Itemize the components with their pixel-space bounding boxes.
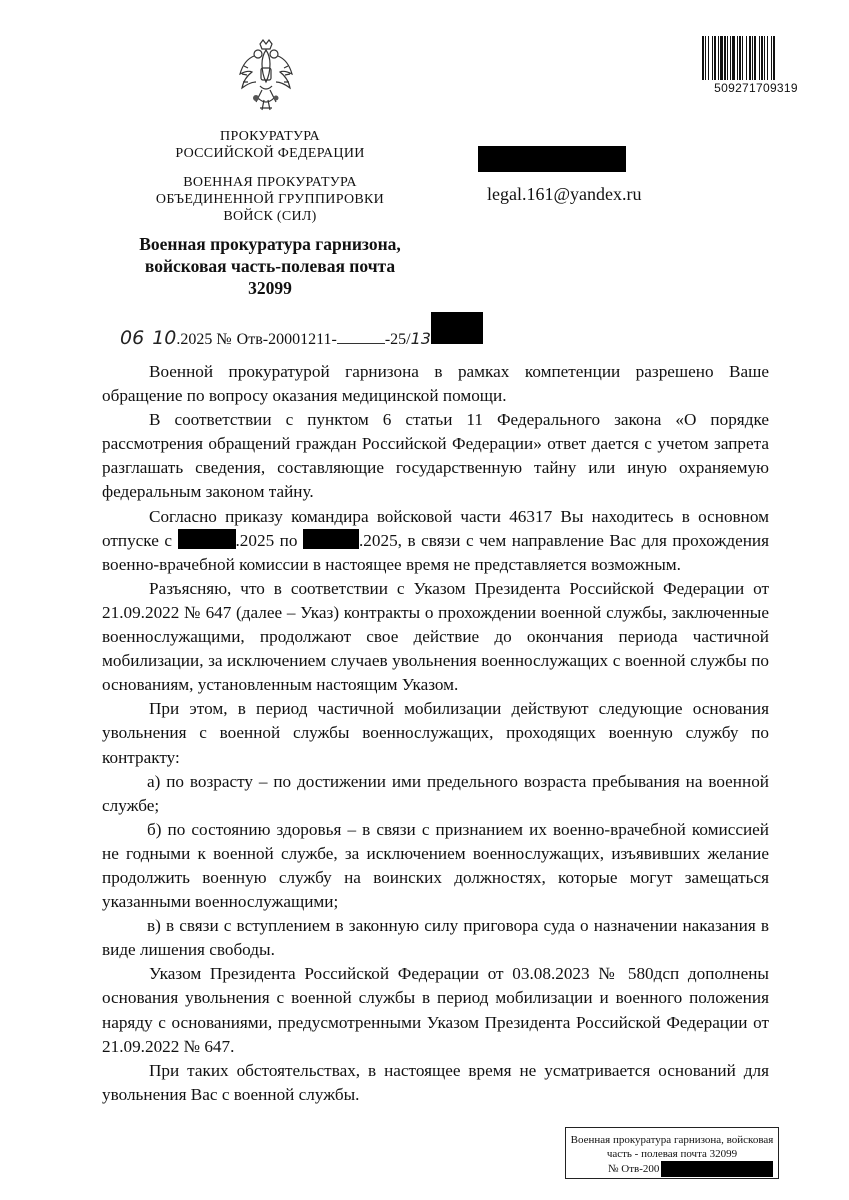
dept-line-2: ОБЪЕДИНЕННОЙ ГРУППИРОВКИ [155,192,385,207]
barcode-bar [754,36,756,80]
barcode-bar [749,36,751,80]
barcode-bar [759,36,760,80]
dept-line-3: ВОЙСК (СИЛ) [223,209,317,224]
list-item-a: а) по возрасту – по достижении ими предельного возраста пребывания на военной службе; [102,771,769,815]
unit-line-1: Военная прокуратура гарнизона, [139,234,401,254]
paragraph-7: При таких обстоятельствах, в настоящее время не усматривается оснований для увольнения Вас с военной службы. [102,1060,769,1104]
redacted-date-end [303,529,359,549]
letter-body [102,360,769,1107]
barcode-bar [720,36,723,80]
recipient-email: legal.161@yandex.ru [487,184,642,204]
p3-part-a: Согласно приказу командира войсковой части 46317 Вы находитесь в основном отпуске с [102,506,769,550]
barcode-bar [718,36,719,80]
barcode-bar [746,36,747,80]
list-item-c: в) в связи с вступлением в законную силу приговора суда о назначении наказания в виде лишения свободы. [102,916,769,960]
coat-of-arms-icon [236,38,296,114]
unit-line-3: 32099 [248,278,292,298]
stamp-line-1: Военная прокуратура гарнизона, войсковая [570,1134,774,1146]
paragraph-4: Разъясняю, что в соответствии с Указом Президента Российской Федерации от 21.09.2022 № 647 (далее – Указ) контракты о прохождении военной службы, заключенные военнослужащими, продолжают свое действие до окончания периода частичной мобилизации, за исключением случаев увольнения военнослужащих с военной службы по основаниям, установленным настоящим Указом. [102,578,769,695]
paragraph-6: Указом Президента Российской Федерации от 03.08.2023 № 580дсп дополнены основания увольнения с военной службы в период мобилизации и военного положения наряду с основаниями, предусмотренными Указом Президента Российской Федерации от 21.09.2022 № 647. [102,964,769,1056]
handwritten-blank [337,331,385,344]
barcode-bar [712,36,713,80]
barcode-bar [732,36,735,80]
barcode-bar [761,36,763,80]
redacted-date-start [178,529,236,549]
barcode-bar [730,36,731,80]
barcode-bar [739,36,741,80]
redacted-stamp-number [661,1161,773,1177]
redacted-recipient-name [478,146,626,172]
barcode-bar [752,36,753,80]
barcode-number: 509271709319 [714,81,798,95]
handwritten-day: 06 [120,327,145,349]
barcode-bar [767,36,768,80]
outgoing-prefix: Отв-20001211- [236,331,337,348]
unit-name [110,233,430,299]
barcode-bar [724,36,726,80]
barcode-bar [742,36,743,80]
list-item-b: б) по состоянию здоровья – в связи с признанием их военно-врачебной комиссией не годными к военной службе, за исключением военнослужащих, изъявивших желание продолжить военную службу на воинских должностях, которые могут замещаться указанными военнослужащими; [102,819,769,912]
barcode [700,36,812,96]
barcode-bar [702,36,704,80]
paragraph-5: При этом, в период частичной мобилизации действуют следующие основания увольнения с военной службы военнослужащих, проходящих военную службу по контракту: [102,699,769,767]
barcode-bar [764,36,765,80]
barcode-bar [727,36,728,80]
paragraph-1: Военной прокуратурой гарнизона в рамках компетенции разрешено Ваше обращение по вопросу оказания медицинской помощи. [102,362,769,406]
stamp-line-2: часть - полевая почта 32099 [606,1148,738,1160]
stamp-line-3: № Отв-200 [608,1163,660,1175]
barcode-bar [708,36,709,80]
outgoing-suffix: -25/ [384,331,411,348]
barcode-bar [773,36,775,80]
department-name [140,174,400,225]
handwritten-month: 10 [152,327,177,349]
p3-part-b: .2025 по [235,530,303,550]
handwritten-tail: 13 [410,329,431,348]
dept-line-1: ВОЕННАЯ ПРОКУРАТУРА [183,175,357,190]
unit-line-2: войсковая часть-полевая почта [144,256,396,276]
org-line-1: ПРОКУРАТУРА [220,129,320,144]
outgoing-year: .2025 № [176,331,232,348]
paragraph-3 [102,505,769,577]
organization-name [150,128,390,162]
outgoing-number [120,312,483,349]
registration-stamp [565,1127,779,1179]
barcode-bar [705,36,706,80]
barcode-bar [771,36,772,80]
org-line-2: РОССИЙСКОЙ ФЕДЕРАЦИИ [175,146,365,161]
barcode-bar [737,36,738,80]
paragraph-2: В соответствии с пунктом 6 статьи 11 Федерального закона «О порядке рассмотрения обращений граждан Российской Федерации» ответ дается с учетом запрета разглашать сведения, составляющие государственную тайну или иную охраняемую федеральным законом тайну. [102,410,769,502]
barcode-bar [714,36,716,80]
redacted-number [431,312,483,344]
p3-part-c: .2025, в связи с чем направление Вас для прохождения военно-врачебной комиссии в настоящее время не представляется возможным. [102,530,769,574]
